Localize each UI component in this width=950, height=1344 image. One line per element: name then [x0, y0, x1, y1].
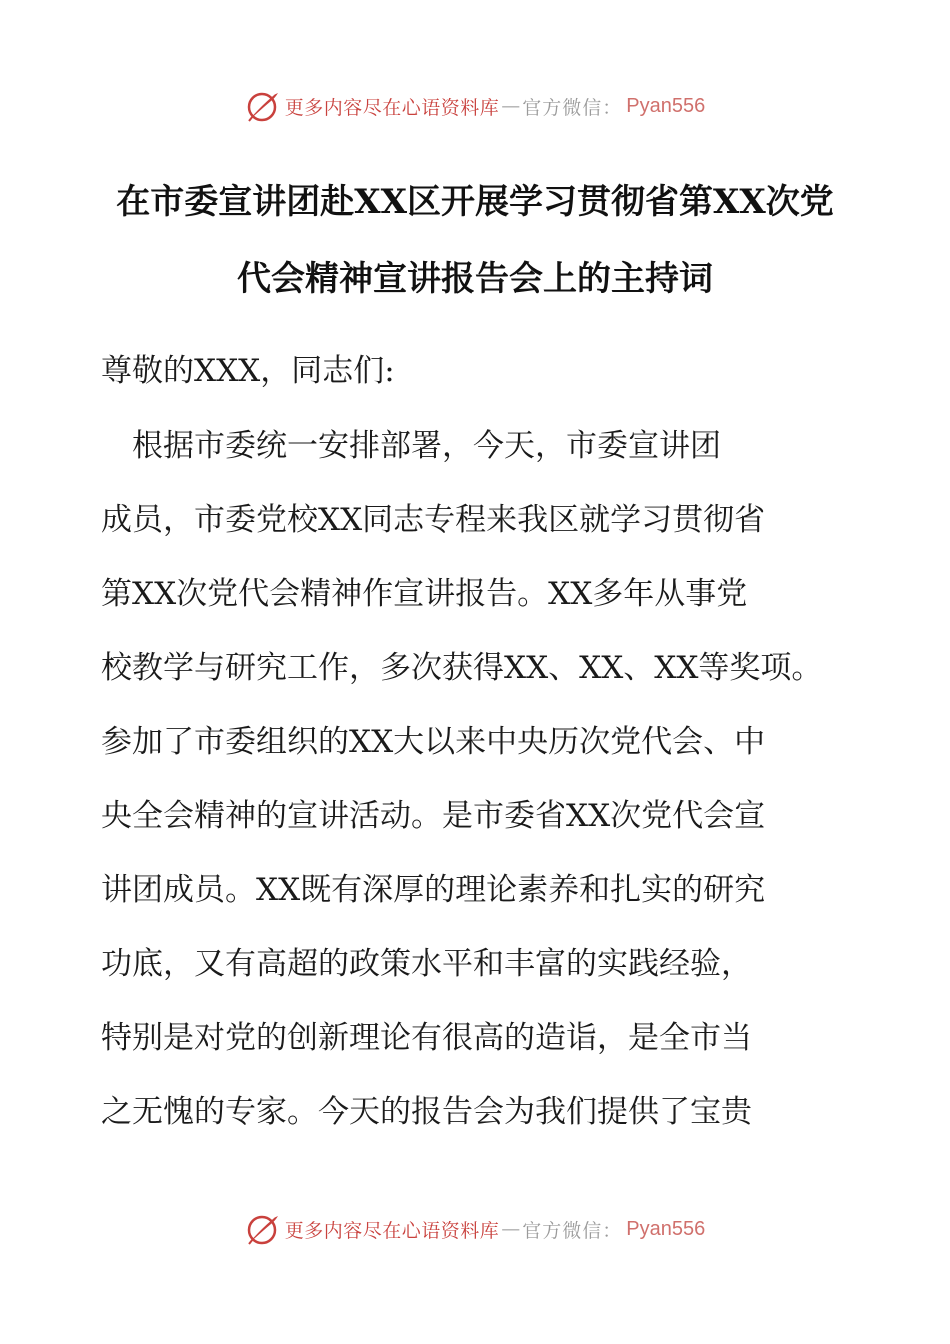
banner-wechat-id: Pyan556: [626, 1217, 706, 1240]
banner-text: 更多内容尽在心语资料库: [284, 96, 500, 119]
greeting: 尊敬的XXX，同志们:: [101, 353, 395, 389]
banner-wechat-label: 官方微信：: [522, 1219, 623, 1242]
body-line: 央全会精神的宣讲活动。是市委省XX次党代会宣: [101, 798, 766, 834]
banner-text: 更多内容尽在心语资料库: [284, 1219, 500, 1242]
banner-separator: —: [501, 1218, 521, 1240]
body-line: 功底，又有高超的政策水平和丰富的实践经验，: [101, 946, 752, 982]
banner-wechat-label: 官方微信：: [522, 96, 623, 119]
header-banner: [0, 86, 950, 126]
quill-logo-icon: [245, 88, 281, 124]
body-line: 第XX次党代会精神作宣讲报告。XX多年从事党: [101, 576, 748, 612]
banner-separator: —: [501, 95, 521, 117]
quill-logo-icon: [245, 1211, 281, 1247]
document-title-line-2: 代会精神宣讲报告会上的主持词: [237, 259, 713, 299]
body-line: 成员，市委党校XX同志专程来我区就学习贯彻省: [101, 502, 766, 538]
body-line: 参加了市委组织的XX大以来中央历次党代会、中: [101, 724, 766, 760]
document-title-line-1: 在市委宣讲团赴XX区开展学习贯彻省第XX次党: [116, 182, 834, 222]
footer-banner: [0, 1209, 950, 1249]
body-line: 根据市委统一安排部署，今天，市委宣讲团: [101, 428, 721, 464]
body-line: 校教学与研究工作，多次获得XX、XX、XX等奖项。: [101, 650, 823, 686]
body-line: 之无愧的专家。今天的报告会为我们提供了宝贵: [101, 1094, 752, 1130]
banner-wechat-id: Pyan556: [626, 94, 706, 117]
body-line: 讲团成员。XX既有深厚的理论素养和扎实的研究: [101, 872, 766, 908]
body-line: 特别是对党的创新理论有很高的造诣，是全市当: [101, 1020, 752, 1056]
